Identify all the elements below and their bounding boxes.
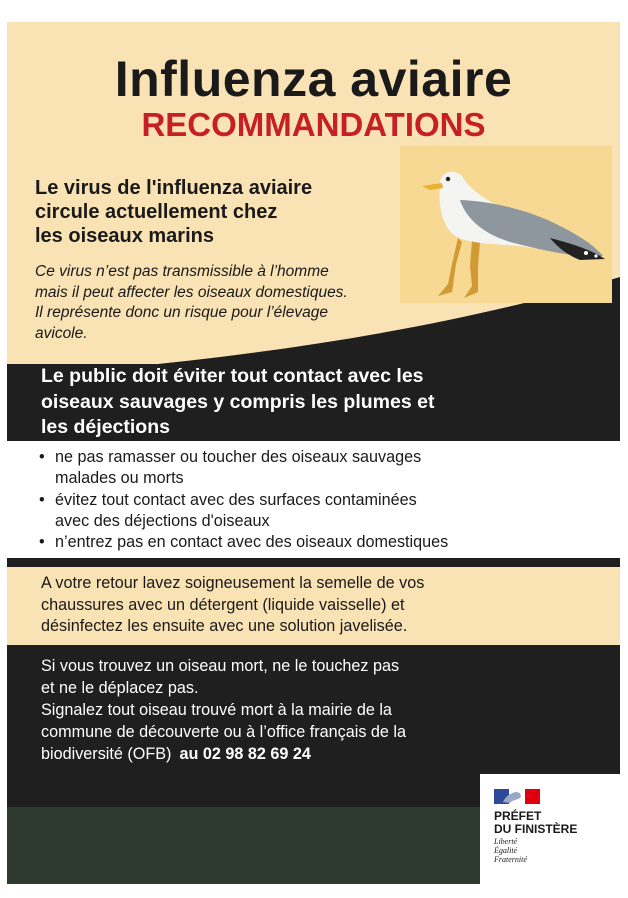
prefecture-name: PRÉFET DU FINISTÈRE [494, 809, 578, 836]
poster [7, 22, 620, 884]
warning-heading: Le public doit éviter tout contact avec les oiseaux sauvages y compris les plumes et les déjections [41, 365, 435, 438]
list-item: • n’entrez pas en contact avec des oiseaux domestiques [39, 532, 614, 553]
bullet-icon: • [39, 490, 45, 509]
bullet-icon: • [39, 533, 45, 552]
report-text: Si vous trouvez un oiseau mort, ne le touchez pas et ne le déplacez pas. Signalez tout oiseau trouvé mort à la mairie de la commune de découverte ou à l’office français de la biodiversité (OFB) au 02 98 82 69 24 [41, 657, 407, 763]
list-item: • évitez tout contact avec des surfaces contaminées avec des déjections d'oiseaux [39, 490, 417, 530]
phone-number: au 02 98 82 69 24 [179, 745, 311, 763]
republic-motto: Liberté Égalité Fraternité [494, 837, 527, 864]
intro-lead: Le virus de l'influenza aviaire circule actuellement chez les oiseaux marins [35, 177, 313, 247]
recommendations-list [39, 447, 614, 553]
marianne-flag-icon [494, 789, 540, 804]
page-subtitle: RECOMMANDATIONS [141, 106, 486, 143]
page-title: Influenza aviaire [114, 51, 513, 107]
list-item: • ne pas ramasser ou toucher des oiseaux sauvages malades ou morts [39, 448, 422, 488]
prefecture-logo [480, 774, 620, 886]
report-last-line: biodiversité (OFB) [41, 745, 172, 763]
hygiene-text: A votre retour lavez soigneusement la semelle de vos chaussures avec un détergent (liquide vaisselle) et désinfectez les ensuite avec une solution javelisée. [41, 574, 425, 635]
bullet-icon: • [39, 448, 45, 466]
intro-italic-note: Ce virus n’est pas transmissible à l’homme mais il peut affecter les oiseaux domestiques. Il représente donc un risque pour l’élevage avicole. [35, 263, 348, 342]
